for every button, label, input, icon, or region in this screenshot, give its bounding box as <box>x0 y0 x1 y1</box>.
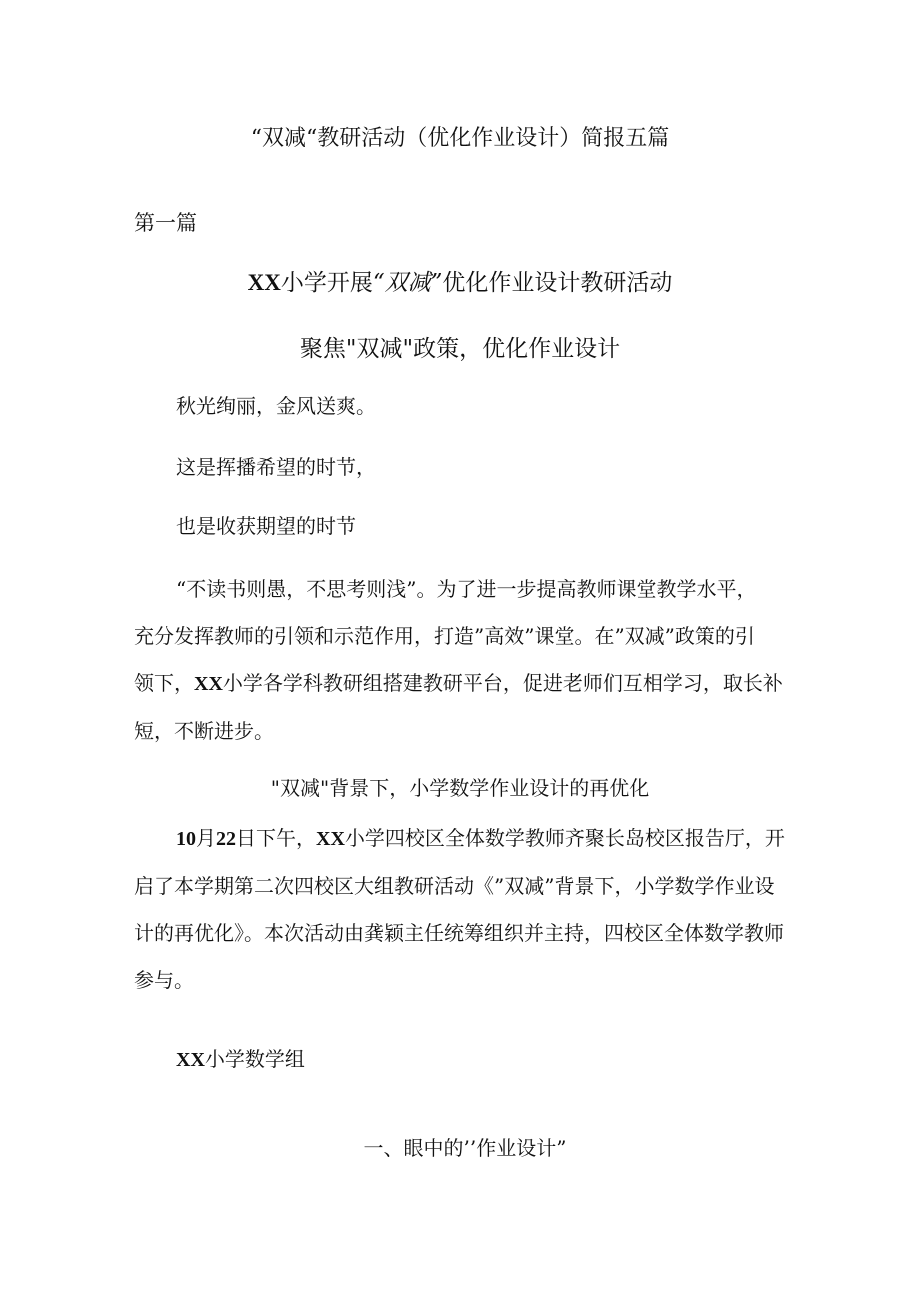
event-line-3: 计的再优化》。本次活动由龚颖主任统筹组织并主持，四校区全体数学教师 <box>134 921 784 945</box>
section-label: 第一篇 <box>134 211 197 235</box>
intro-line-4: 短，不断进步。 <box>134 719 274 743</box>
headline-school: XX <box>247 270 281 295</box>
document-title: “双减“教研活动（优化作业设计）简报五篇 <box>250 126 670 151</box>
event-line-1 <box>134 815 790 863</box>
group-label: 小学数学组 <box>204 1047 305 1071</box>
intro-paragraph <box>134 566 790 755</box>
group-name <box>176 1044 305 1075</box>
intro-school: XX <box>194 673 223 695</box>
intro-line-2: 充分发挥教师的引领和示范作用，打造”高效”课堂。在”双减”政策的引 <box>134 624 755 648</box>
event-day: 22 <box>216 828 236 850</box>
article-headline <box>0 268 920 298</box>
headline-pre: 小学开展 <box>280 270 373 296</box>
intro-line-3-post: 小学各学科教研组搭建教研平台，促进老师们互相学习，取长补 <box>222 671 783 695</box>
event-line-2: 启了本学期第二次四校区大组教研活动《”双减”背景下，小学数学作业设 <box>134 874 775 898</box>
poem-line-3: 也是收获期望的时节 <box>176 514 356 538</box>
headline-quote: “双减” <box>372 270 443 296</box>
event-month: 10 <box>176 828 196 850</box>
section-1-title: 一、眼中的’’作业设计” <box>363 1136 567 1160</box>
headline-post: 优化作业设计教研活动 <box>442 270 673 296</box>
intro-line-3-pre: 领下， <box>134 671 194 695</box>
intro-line-3 <box>134 660 790 708</box>
poem-line-2: 这是挥播希望的时节， <box>176 455 376 479</box>
group-school: XX <box>176 1049 205 1071</box>
background-title: "双减"背景下，小学数学作业设计的再优化 <box>270 776 650 800</box>
event-line-1-post: 小学四校区全体数学教师齐聚长岛校区报告厅，开 <box>344 826 785 850</box>
event-paragraph <box>134 815 790 1004</box>
event-school: XX <box>316 828 345 850</box>
event-line-4: 参与。 <box>134 968 194 992</box>
event-month-char: 月 <box>196 826 216 850</box>
poem-line-1: 秋光绚丽，金风送爽。 <box>176 394 376 418</box>
article-subheadline: 聚焦"双减"政策，优化作业设计 <box>299 336 621 362</box>
event-after-day: 日下午， <box>236 826 316 850</box>
intro-line-1: “不读书则愚，不思考则浅”。为了进一步提高教师课堂教学水平， <box>176 577 757 601</box>
